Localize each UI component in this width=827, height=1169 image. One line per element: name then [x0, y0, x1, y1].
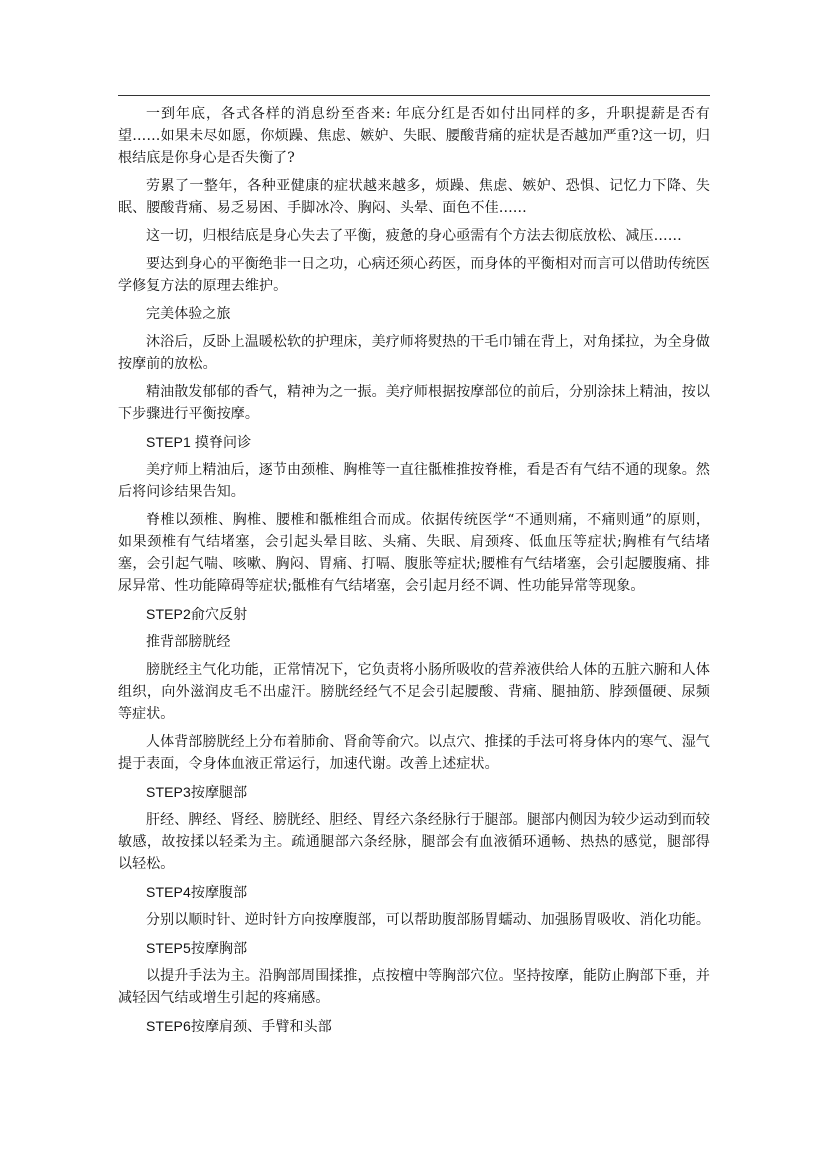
- paragraph-step1-b: 脊椎以颈椎、胸椎、腰椎和骶椎组合而成。依据传统医学“不通则痛，不痛则通”的原则，如果颈椎有气结堵塞，会引起头晕目眩、头痛、失眠、肩颈疼、低血压等症状;胸椎有气结堵塞，会引起气喘、咳嗽、胸闷、胃痛、打嗝、腹胀等症状;腰椎有气结堵塞，会引起腰腹痛、排尿异常、性功能障碍等症状;骶椎有气结堵塞，会引起月经不调、性功能异常等现象。: [118, 512, 710, 594]
- section-heading: 完美体验之旅: [146, 306, 231, 322]
- paragraph-symptoms: 劳累了一整年，各种亚健康的症状越来越多，烦躁、焦虑、嫉妒、恐惧、记忆力下降、失眠、腰酸背痛、易乏易困、手脚冰冷、胸闷、头晕、面色不佳……: [118, 178, 710, 216]
- paragraph-bath: 沐浴后，反卧上温暖松软的护理床，美疗师将熨热的干毛巾铺在背上，对角揉拉，为全身做按摩前的放松。: [118, 334, 710, 372]
- step-heading-5: STEP5按摩胸部: [146, 940, 248, 956]
- document-body: [118, 103, 710, 1043]
- paragraph-oil: 精油散发郁郁的香气，精神为之一振。美疗师根据按摩部位的前后，分别涂抹上精油，按以下步骤进行平衡按摩。: [118, 384, 710, 422]
- step-heading-6: STEP6按摩肩颈、手臂和头部: [146, 1018, 332, 1034]
- paragraph-step2-a: 膀胱经主气化功能，正常情况下，它负责将小肠所吸收的营养液供给人体的五脏六腑和人体组织，向外滋润皮毛不出虚汗。膀胱经经气不足会引起腰酸、背痛、腿抽筋、脖颈僵硬、尿频等症状。: [118, 662, 710, 722]
- paragraph-imbalance: 这一切，归根结底是身心失去了平衡，疲惫的身心亟需有个方法去彻底放松、减压……: [146, 228, 682, 244]
- subheading-bladder-meridian: 推背部膀胱经: [146, 634, 231, 650]
- step-heading-3: STEP3按摩腿部: [146, 784, 248, 800]
- paragraph-step5: 以提升手法为主。沿胸部周围揉推，点按檀中等胸部穴位。坚持按摩，能防止胸部下垂，并减轻因气结或增生引起的疼痛感。: [118, 968, 710, 1006]
- header-rule: [118, 95, 710, 96]
- paragraph-intro: 一到年底，各式各样的消息纷至沓来: 年底分红是否如付出同样的多，升职提薪是否有望……如果未尽如愿，你烦躁、焦虑、嫉妒、失眠、腰酸背痛的症状是否越加严重?这一切，归根结底是你身心是否失衡了?: [118, 106, 710, 166]
- paragraph-step4: 分别以顺时针、逆时针方向按摩腹部，可以帮助腹部肠胃蠕动、加强肠胃吸收、消化功能。: [146, 912, 710, 928]
- paragraph-balance: 要达到身心的平衡绝非一日之功，心病还须心药医，而身体的平衡相对而言可以借助传统医学修复方法的原理去维护。: [118, 256, 710, 294]
- step-heading-1: STEP1 摸脊问诊: [146, 434, 252, 450]
- paragraph-step1-a: 美疗师上精油后，逐节由颈椎、胸椎等一直往骶椎推按脊椎，看是否有气结不通的现象。然后将问诊结果告知。: [118, 462, 710, 500]
- step-heading-4: STEP4按摩腹部: [146, 884, 248, 900]
- paragraph-step3: 肝经、脾经、肾经、膀胱经、胆经、胃经六条经脉行于腿部。腿部内侧因为较少运动到而较敏感，故按揉以轻柔为主。疏通腿部六条经脉，腿部会有血液循环通畅、热热的感觉，腿部得以轻松。: [118, 812, 710, 872]
- step-heading-2: STEP2俞穴反射: [146, 606, 248, 622]
- paragraph-step2-b: 人体背部膀胱经上分布着肺俞、肾俞等俞穴。以点穴、推揉的手法可将身体内的寒气、湿气提于表面，令身体血液正常运行，加速代谢。改善上述症状。: [118, 734, 710, 772]
